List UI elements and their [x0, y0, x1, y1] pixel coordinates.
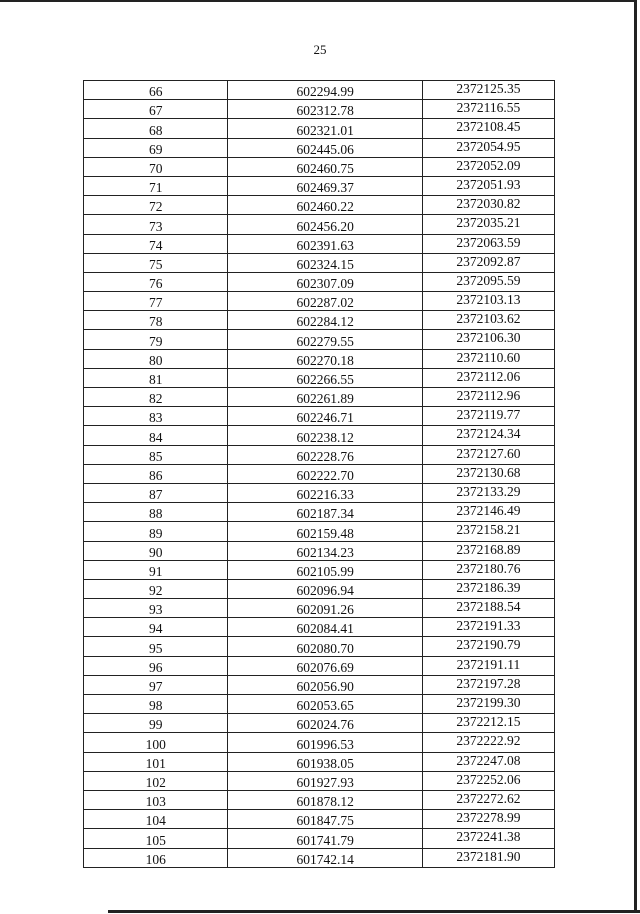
point-index-cell: 79	[84, 330, 228, 349]
point-index-cell: 83	[84, 407, 228, 426]
point-index-cell: 90	[84, 541, 228, 560]
y-coordinate-cell: 2372130.68	[422, 464, 554, 483]
table-row	[84, 714, 555, 733]
point-index-cell: 88	[84, 503, 228, 522]
y-coordinate-cell: 2372158.21	[422, 522, 554, 541]
y-coordinate-cell: 2372197.28	[422, 675, 554, 694]
table-row	[84, 100, 555, 119]
table-row	[84, 157, 555, 176]
y-coordinate-cell: 2372168.89	[422, 541, 554, 560]
table-row	[84, 599, 555, 618]
x-coordinate-cell: 602134.23	[228, 541, 422, 560]
y-coordinate-cell: 2372116.55	[422, 100, 554, 119]
point-index-cell: 72	[84, 196, 228, 215]
y-coordinate-cell: 2372035.21	[422, 215, 554, 234]
table-row	[84, 176, 555, 195]
point-index-cell: 105	[84, 829, 228, 848]
y-coordinate-cell: 2372092.87	[422, 253, 554, 272]
y-coordinate-cell: 2372051.93	[422, 176, 554, 195]
point-index-cell: 84	[84, 426, 228, 445]
point-index-cell: 81	[84, 368, 228, 387]
y-coordinate-cell: 2372108.45	[422, 119, 554, 138]
x-coordinate-cell: 601878.12	[228, 790, 422, 809]
table-row	[84, 445, 555, 464]
x-coordinate-cell: 602307.09	[228, 272, 422, 291]
point-index-cell: 99	[84, 714, 228, 733]
coordinates-table	[83, 80, 555, 868]
point-index-cell: 104	[84, 810, 228, 829]
table-row	[84, 790, 555, 809]
x-coordinate-cell: 601741.79	[228, 829, 422, 848]
table-row	[84, 253, 555, 272]
table-row	[84, 560, 555, 579]
table-row	[84, 618, 555, 637]
x-coordinate-cell: 601927.93	[228, 771, 422, 790]
x-coordinate-cell: 602053.65	[228, 695, 422, 714]
point-index-cell: 76	[84, 272, 228, 291]
x-coordinate-cell: 602279.55	[228, 330, 422, 349]
y-coordinate-cell: 2372103.62	[422, 311, 554, 330]
y-coordinate-cell: 2372095.59	[422, 272, 554, 291]
x-coordinate-cell: 602456.20	[228, 215, 422, 234]
table-row	[84, 138, 555, 157]
y-coordinate-cell: 2372252.06	[422, 771, 554, 790]
point-index-cell: 85	[84, 445, 228, 464]
point-index-cell: 89	[84, 522, 228, 541]
table-row	[84, 483, 555, 502]
point-index-cell: 68	[84, 119, 228, 138]
x-coordinate-cell: 601742.14	[228, 848, 422, 867]
y-coordinate-cell: 2372052.09	[422, 157, 554, 176]
point-index-cell: 87	[84, 483, 228, 502]
table-row	[84, 464, 555, 483]
table-row	[84, 637, 555, 656]
table-row	[84, 368, 555, 387]
x-coordinate-cell: 602024.76	[228, 714, 422, 733]
table-row	[84, 541, 555, 560]
y-coordinate-cell: 2372278.99	[422, 810, 554, 829]
x-coordinate-cell: 602076.69	[228, 656, 422, 675]
table-row	[84, 733, 555, 752]
x-coordinate-cell: 602391.63	[228, 234, 422, 253]
point-index-cell: 93	[84, 599, 228, 618]
x-coordinate-cell: 602228.76	[228, 445, 422, 464]
point-index-cell: 101	[84, 752, 228, 771]
point-index-cell: 100	[84, 733, 228, 752]
y-coordinate-cell: 2372110.60	[422, 349, 554, 368]
x-coordinate-cell: 602312.78	[228, 100, 422, 119]
y-coordinate-cell: 2372212.15	[422, 714, 554, 733]
y-coordinate-cell: 2372247.08	[422, 752, 554, 771]
x-coordinate-cell: 602287.02	[228, 292, 422, 311]
x-coordinate-cell: 602261.89	[228, 388, 422, 407]
y-coordinate-cell: 2372191.33	[422, 618, 554, 637]
y-coordinate-cell: 2372191.11	[422, 656, 554, 675]
x-coordinate-cell: 602246.71	[228, 407, 422, 426]
y-coordinate-cell: 2372199.30	[422, 695, 554, 714]
y-coordinate-cell: 2372054.95	[422, 138, 554, 157]
x-coordinate-cell: 602056.90	[228, 675, 422, 694]
x-coordinate-cell: 602266.55	[228, 368, 422, 387]
y-coordinate-cell: 2372190.79	[422, 637, 554, 656]
point-index-cell: 106	[84, 848, 228, 867]
y-coordinate-cell: 2372124.34	[422, 426, 554, 445]
y-coordinate-cell: 2372241.38	[422, 829, 554, 848]
table-row	[84, 272, 555, 291]
x-coordinate-cell: 602084.41	[228, 618, 422, 637]
point-index-cell: 70	[84, 157, 228, 176]
x-coordinate-cell: 602324.15	[228, 253, 422, 272]
table-row	[84, 426, 555, 445]
y-coordinate-cell: 2372119.77	[422, 407, 554, 426]
table-row	[84, 656, 555, 675]
table-row	[84, 752, 555, 771]
point-index-cell: 80	[84, 349, 228, 368]
table-row	[84, 234, 555, 253]
table-row	[84, 119, 555, 138]
x-coordinate-cell: 602222.70	[228, 464, 422, 483]
point-index-cell: 96	[84, 656, 228, 675]
table-row	[84, 522, 555, 541]
table-row	[84, 695, 555, 714]
point-index-cell: 98	[84, 695, 228, 714]
point-index-cell: 95	[84, 637, 228, 656]
y-coordinate-cell: 2372030.82	[422, 196, 554, 215]
table-row	[84, 503, 555, 522]
y-coordinate-cell: 2372103.13	[422, 292, 554, 311]
bottom-rule	[108, 910, 640, 913]
y-coordinate-cell: 2372106.30	[422, 330, 554, 349]
point-index-cell: 74	[84, 234, 228, 253]
x-coordinate-cell: 602460.75	[228, 157, 422, 176]
point-index-cell: 69	[84, 138, 228, 157]
x-coordinate-cell: 602321.01	[228, 119, 422, 138]
point-index-cell: 67	[84, 100, 228, 119]
y-coordinate-cell: 2372146.49	[422, 503, 554, 522]
x-coordinate-cell: 602187.34	[228, 503, 422, 522]
point-index-cell: 78	[84, 311, 228, 330]
y-coordinate-cell: 2372181.90	[422, 848, 554, 867]
point-index-cell: 71	[84, 176, 228, 195]
y-coordinate-cell: 2372188.54	[422, 599, 554, 618]
table-row	[84, 330, 555, 349]
table-row	[84, 675, 555, 694]
x-coordinate-cell: 602238.12	[228, 426, 422, 445]
point-index-cell: 102	[84, 771, 228, 790]
page-number: 25	[313, 42, 327, 57]
y-coordinate-cell: 2372133.29	[422, 483, 554, 502]
table-row	[84, 215, 555, 234]
coordinates-table-body	[84, 81, 555, 868]
y-coordinate-cell: 2372222.92	[422, 733, 554, 752]
table-row	[84, 81, 555, 100]
table-row	[84, 349, 555, 368]
table-row	[84, 388, 555, 407]
point-index-cell: 75	[84, 253, 228, 272]
y-coordinate-cell: 2372112.96	[422, 388, 554, 407]
point-index-cell: 73	[84, 215, 228, 234]
x-coordinate-cell: 602284.12	[228, 311, 422, 330]
point-index-cell: 94	[84, 618, 228, 637]
x-coordinate-cell: 601847.75	[228, 810, 422, 829]
y-coordinate-cell: 2372272.62	[422, 790, 554, 809]
x-coordinate-cell: 602445.06	[228, 138, 422, 157]
x-coordinate-cell: 602460.22	[228, 196, 422, 215]
point-index-cell: 91	[84, 560, 228, 579]
x-coordinate-cell: 602080.70	[228, 637, 422, 656]
x-coordinate-cell: 602216.33	[228, 483, 422, 502]
table-row	[84, 810, 555, 829]
x-coordinate-cell: 602159.48	[228, 522, 422, 541]
table-row	[84, 292, 555, 311]
point-index-cell: 97	[84, 675, 228, 694]
table-row	[84, 407, 555, 426]
point-index-cell: 82	[84, 388, 228, 407]
table-row	[84, 196, 555, 215]
table-row	[84, 771, 555, 790]
x-coordinate-cell: 602105.99	[228, 560, 422, 579]
table-row	[84, 311, 555, 330]
y-coordinate-cell: 2372180.76	[422, 560, 554, 579]
y-coordinate-cell: 2372127.60	[422, 445, 554, 464]
y-coordinate-cell: 2372112.06	[422, 368, 554, 387]
x-coordinate-cell: 601938.05	[228, 752, 422, 771]
point-index-cell: 92	[84, 579, 228, 598]
x-coordinate-cell: 602469.37	[228, 176, 422, 195]
x-coordinate-cell: 602294.99	[228, 81, 422, 100]
y-coordinate-cell: 2372186.39	[422, 579, 554, 598]
point-index-cell: 103	[84, 790, 228, 809]
x-coordinate-cell: 602270.18	[228, 349, 422, 368]
table-row	[84, 848, 555, 867]
table-row	[84, 579, 555, 598]
x-coordinate-cell: 601996.53	[228, 733, 422, 752]
table-row	[84, 829, 555, 848]
point-index-cell: 77	[84, 292, 228, 311]
x-coordinate-cell: 602096.94	[228, 579, 422, 598]
y-coordinate-cell: 2372063.59	[422, 234, 554, 253]
point-index-cell: 66	[84, 81, 228, 100]
x-coordinate-cell: 602091.26	[228, 599, 422, 618]
y-coordinate-cell: 2372125.35	[422, 81, 554, 100]
point-index-cell: 86	[84, 464, 228, 483]
